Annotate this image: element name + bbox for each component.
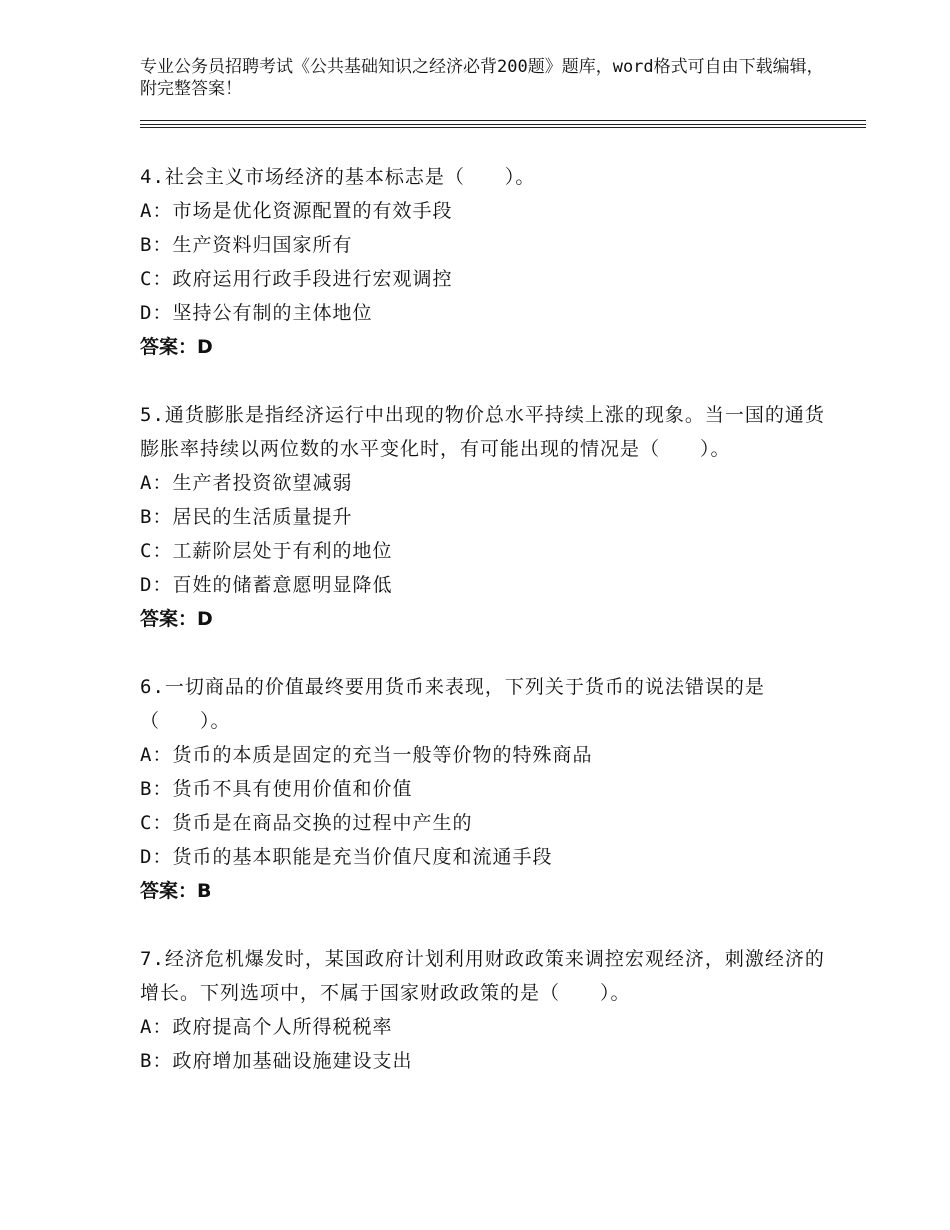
option-d: D：货币的基本职能是充当价值尺度和流通手段	[140, 846, 553, 868]
option-b: B：生产资料归国家所有	[140, 234, 353, 256]
option-b: B：货币不具有使用价值和价值	[140, 778, 413, 800]
answer: 答案：D	[140, 608, 213, 630]
page-header	[140, 56, 840, 100]
question-4	[140, 160, 830, 364]
option-c: C：货币是在商品交换的过程中产生的	[140, 812, 473, 834]
header-text: 专业公务员招聘考试《公共基础知识之经济必背200题》题库，word格式可自由下载编辑，附完整答案！	[140, 57, 824, 99]
question-6	[140, 670, 830, 908]
answer: 答案：B	[140, 880, 212, 902]
option-c: C：工薪阶层处于有利的地位	[140, 540, 393, 562]
question-stem: 6.一切商品的价值最终要用货币来表现，下列关于货币的说法错误的是（ ）。	[140, 676, 765, 732]
header-divider	[140, 120, 866, 121]
option-a: A：市场是优化资源配置的有效手段	[140, 200, 453, 222]
option-d: D：百姓的储蓄意愿明显降低	[140, 574, 393, 596]
option-c: C：政府运用行政手段进行宏观调控	[140, 268, 453, 290]
option-a: A：生产者投资欲望减弱	[140, 472, 353, 494]
question-stem: 4.社会主义市场经济的基本标志是（ ）。	[140, 166, 536, 188]
option-b: B：居民的生活质量提升	[140, 506, 353, 528]
question-stem: 7.经济危机爆发时，某国政府计划利用财政政策来调控宏观经济，刺激经济的增长。下列选项中，不属于国家财政政策的是（ ）。	[140, 948, 825, 1004]
option-a: A：政府提高个人所得税税率	[140, 1016, 393, 1038]
answer: 答案：D	[140, 336, 213, 358]
header-divider	[140, 124, 866, 125]
question-7	[140, 942, 830, 1078]
question-stem: 5.通货膨胀是指经济运行中出现的物价总水平持续上涨的现象。当一国的通货膨胀率持续以两位数的水平变化时，有可能出现的情况是（ ）。	[140, 404, 825, 460]
option-a: A：货币的本质是固定的充当一般等价物的特殊商品	[140, 744, 593, 766]
question-list	[140, 160, 830, 1112]
option-b: B：政府增加基础设施建设支出	[140, 1050, 413, 1072]
question-5	[140, 398, 830, 636]
header-divider	[140, 127, 866, 128]
option-d: D：坚持公有制的主体地位	[140, 302, 373, 324]
